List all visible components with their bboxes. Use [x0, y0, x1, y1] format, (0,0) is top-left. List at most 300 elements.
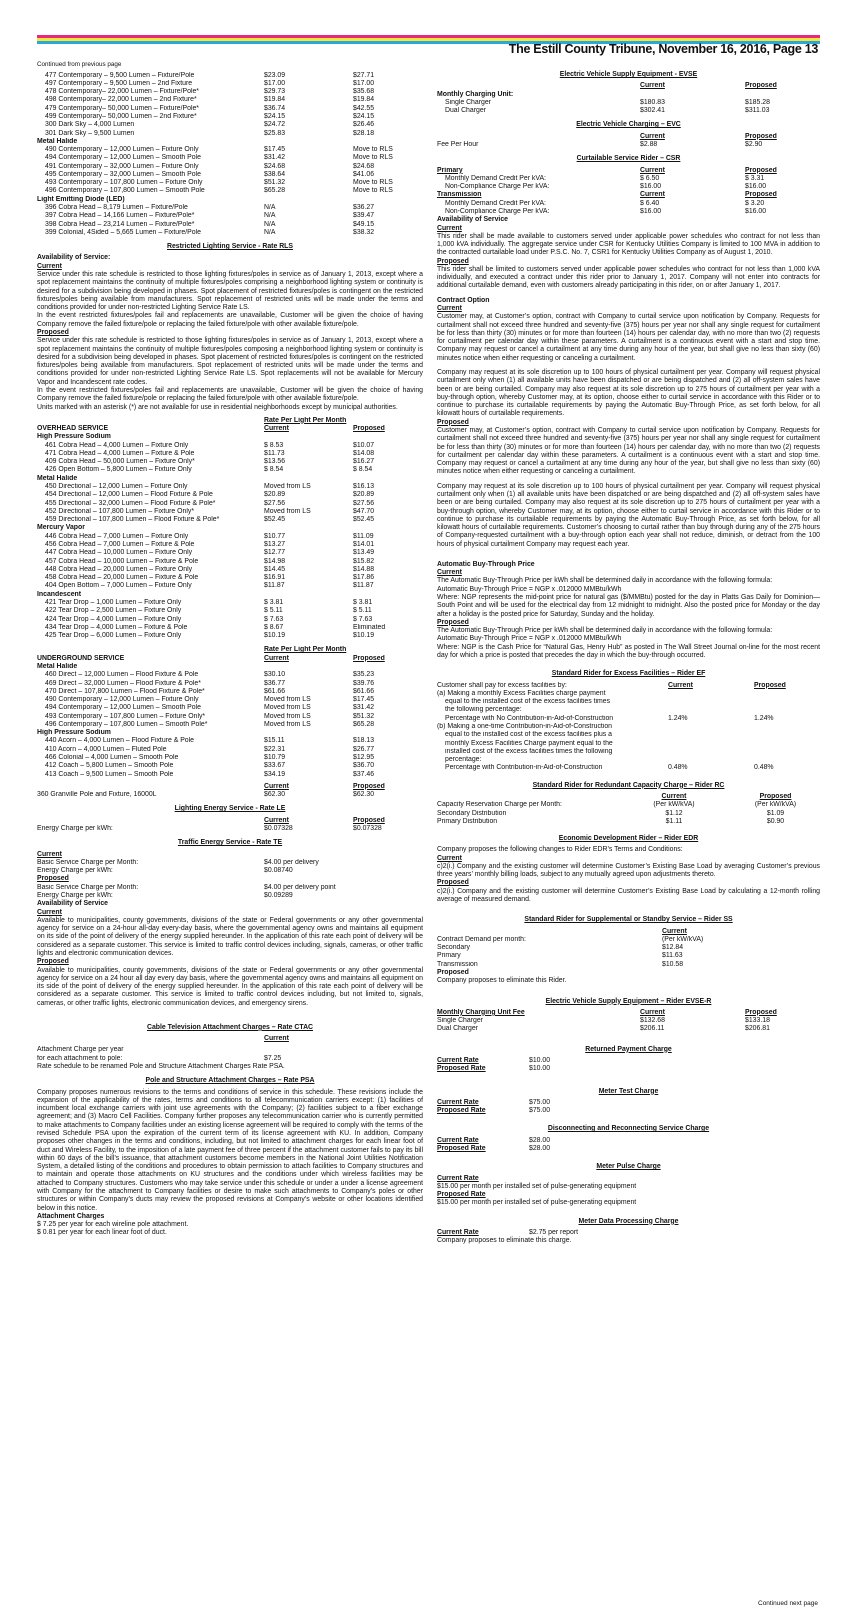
lighting-rates-table-top [37, 72, 423, 238]
table-cell-current: Moved from LS [264, 696, 311, 704]
ef-b5: percentage: [445, 756, 482, 764]
returned-proposed-value: $10.00 [529, 1065, 551, 1073]
table-cell-current: $23.09 [264, 71, 286, 79]
table-cell-proposed: $28.18 [353, 129, 375, 137]
rc-row-3 [437, 818, 820, 826]
table-row-label: 493 Contemporary – 107,800 Lumen – Fixture Only* [45, 712, 206, 720]
psa-attachment-1: $ 7.25 per year for each wireline pole attachment. [37, 1221, 189, 1229]
table-row-label: Basic Service Charge per Month: [37, 858, 139, 866]
abtp-current-text-1: The Automatic Buy-Through Price per kWh shall be determined daily in accordance with the following formula: [437, 577, 773, 585]
table-cell-current: N/A [264, 228, 276, 236]
table-row-label: Metal Halide [37, 137, 78, 145]
evser-fee-header: Monthly Charging Unit Fee [437, 1008, 525, 1016]
te-proposed-table [37, 884, 423, 901]
table-cell-current: $16.00 [640, 183, 662, 191]
table-cell-proposed: $14.08 [353, 449, 375, 457]
table-cell-current: $52.45 [264, 516, 286, 524]
evc-current: $2.88 [640, 140, 658, 148]
table-cell-proposed: $11.09 [353, 532, 374, 540]
table-row-label: 496 Contemporary – 107,800 Lumen – Smooth Pole [45, 187, 205, 195]
le-header [37, 817, 423, 825]
table-cell-current: $27.56 [264, 499, 286, 507]
meter-test-current-row [437, 1099, 820, 1107]
ss-proposed-text: Company proposes to eliminate this Rider. [437, 977, 567, 985]
abtp-proposed-text-1: The Automatic Buy-Through Price per kWh shall be determined daily in accordance with the following formula: [437, 627, 773, 635]
table-cell-current: $11.87 [264, 582, 285, 590]
table-cell-proposed: $36.27 [353, 204, 375, 212]
table-cell-current: Moved from LS [264, 507, 311, 515]
table-row-label: 490 Contemporary – 12,000 Lumen – Fixture Only [45, 696, 199, 704]
meter-test-proposed-row [437, 1107, 820, 1115]
csr-primary-label: Primary [437, 166, 463, 174]
abtp-proposed-text-2: Where: NGP is the Cash Price for “Natural Gas, Henry Hub” as posted in The Wall Street Journal on-line for the most recent day for which a price is posted that precedes the day in which the buy-through occurred. [437, 643, 820, 659]
evser-proposed-header: Proposed [745, 1008, 777, 1016]
overhead-proposed-header: Proposed [353, 425, 385, 433]
contract-current-text-2: Company may request at its sole discretion up to 100 hours of physical curtailment per year. Company will request physical curtailment only when (1) all available units have been dispatched or are being dispatched and (2) all off-system sales have been or are being curtailed. Company may also request at its sole discretion up to 275 hours of curtailment per year with a buy-through option, whereby Customer may, at its option, choose either to curtail service in accordance with this Rider or to continue to purchase its curtailable requirements by paying the Automatic Buy-Through Price, as set forth below, for all kilowatt hours of curtailable requirements. [437, 369, 820, 418]
table-cell-current: $22.31 [264, 745, 286, 753]
ef-header [437, 682, 820, 690]
meter-test-current-label: Current Rate [437, 1098, 479, 1106]
edr-proposed-text: c)2(i.) Company and the existing customer will determine Customer’s Existing Base Load by calculating a 12-month rolling average of measured demand. [437, 887, 820, 904]
table-row-label: 477 Contemporary – 9,500 Lumen – Fixture/Pole [45, 71, 195, 79]
te-current-text: Available to municipalities, county governments, divisions of the state or Federal governments or any other governmental agency for service on a 24-hour all-day every-day basis, where the governmental agency owns and maintains all equipment on its side of the point of delivery of the energy supplied hereunder. In the application of this rate each point of delivery will be considered as a separate customer. This service is limited to traffic control devices including, signals, cameras, or other traffic lights and electronic communication devices. [37, 916, 423, 957]
table-cell-proposed [353, 475, 427, 483]
table-cell-current: $19.84 [264, 96, 286, 104]
te-proposed-label: Proposed [37, 875, 69, 883]
table-cell-proposed: $38.32 [353, 228, 375, 236]
table-cell-current: $13.27 [264, 541, 286, 549]
table-cell-current: $ 5.11 [264, 607, 283, 615]
contract-proposed-text-1: Customer may, at Customer’s option, contract with Company to curtail service upon notification by Company. Requests for curtailment shall not exceed three hundred and seventy-five (375) hours per year nor shall any single request for curtailment be for less than thirty (30) minutes or for more than fourteen (14) hours per calendar day, with no more than two (2) requests for curtailment per calendar day within these parameters. A curtailment is a continuous event with a start and stop time. Company may request or cancel a curtailment at any time during any hour of the year, but shall give no less than sixty (60) minutes notice when either requesting or canceling a curtailment. [437, 426, 820, 476]
rc-row2-desc: Secondary Distribution [437, 809, 507, 817]
rls-title: Restricted Lighting Service - Rate RLS [167, 243, 293, 251]
le-current: $0.07328 [264, 825, 293, 833]
table-row-label: Primary [437, 952, 461, 960]
table-row-label: Non-Compliance Charge Per kVA: [445, 207, 550, 215]
table-cell-proposed: $13.49 [353, 549, 375, 557]
table-row-label: Monthly Demand Credit Per kVA: [445, 199, 546, 207]
table-row-label: 456 Cobra Head – 7,000 Lumen – Fixture & Pole [45, 541, 195, 549]
overhead-rate-header: Rate Per Light Per Month [264, 416, 347, 424]
table-cell-proposed: $26.46 [353, 121, 375, 129]
table-cell-proposed: $16.27 [353, 458, 375, 466]
csr-current-label: Current [437, 224, 462, 232]
continued-next: Continued next page [758, 1600, 818, 1607]
rc-row3-proposed: $0.90 [766, 817, 785, 825]
table-cell-current: $17.00 [264, 79, 286, 87]
evc-current-header: Current [640, 132, 665, 140]
table-cell-current: $65.28 [264, 187, 286, 195]
ctac-line1: Attachment Charge per year [37, 1046, 124, 1054]
table-row-label: 434 Tear Drop – 4,000 Lumen – Fixture & Pole [45, 623, 188, 631]
table-cell-value: $10.58 [662, 960, 684, 968]
table-cell-proposed: $ 7.63 [353, 615, 373, 623]
granville-header [37, 783, 423, 791]
table-cell-current [264, 196, 351, 204]
pulse-proposed-label: Proposed Rate [437, 1191, 486, 1199]
table-cell-proposed: $26.77 [353, 745, 375, 753]
table-cell-value: (Per kW/kVA) [662, 935, 704, 943]
csr-current-header-2: Current [640, 191, 665, 199]
table-row-label: 425 Tear Drop – 6,000 Lumen – Fixture Only [45, 632, 182, 640]
evc-title: Electric Vehicle Charging – EVC [576, 121, 681, 129]
table-cell-proposed: $19.84 [353, 96, 375, 104]
granville-current-header: Current [264, 782, 289, 790]
underground-header [37, 646, 423, 654]
table-row-label: 448 Cobra Head – 20,000 Lumen – Fixture Only [45, 565, 193, 573]
ef-b4: installed cost of the excess facilities times the following [445, 747, 613, 755]
continued-from: Continued from previous page [37, 61, 122, 68]
table-row-label: Contract Demand per month: [437, 935, 526, 943]
rc-title: Standard Rider for Redundant Capacity Charge – Rider RC [532, 781, 725, 789]
table-row-label: 469 Direct – 32,000 Lumen – Flood Fixture & Pole* [45, 679, 201, 687]
le-desc: Energy Charge per kWh: [37, 825, 113, 833]
granville-row [37, 791, 423, 799]
table-row-label: Mercury Vapor [37, 524, 85, 532]
table-cell-current: N/A [264, 220, 276, 228]
ef-title: Standard Rider for Excess Facilities – Rider EF [551, 670, 706, 678]
table-cell-proposed: $10.19 [353, 632, 375, 640]
evc-proposed-header: Proposed [745, 132, 777, 140]
csr-proposed-text: This rider shall be limited to customers served under applicable power schedules who contract for not less than 1,000 kVA individually, and executed a contract under this rider prior to January 1, 2017. Company will not enter into contracts for additional curtailable demand, even with customers already participating in this rider, on or after January 1, 2017. [437, 265, 820, 290]
csr-transmission-table [437, 200, 820, 217]
table-cell-current: $302.41 [640, 107, 665, 115]
csr-current-text: This rider shall be made available to customers served under applicable power schedules who contract for not less than 1,000 kVA individually. The aggregate service under CSR for Kentucky Utilities Company is limited to 100 MVA in addition to the contracted curtailable load under P.S.C. No. 7, CSR1 for Kentucky Utilities Company as of August 1, 2010. [437, 232, 820, 257]
table-cell-current: $16.91 [264, 574, 286, 582]
rls-proposed-label: Proposed [37, 328, 69, 336]
table-cell-current: $ 8.53 [264, 441, 284, 449]
evc-header [437, 133, 820, 141]
right-column [437, 61, 820, 1245]
table-cell-current: $33.67 [264, 762, 286, 770]
table-cell-current: $12.77 [264, 549, 286, 557]
csr-proposed-header-2: Proposed [745, 191, 777, 199]
table-row-label: 498 Contemporary– 22,000 Lumen – 2nd Fixture* [45, 96, 197, 104]
table-cell-proposed: $41.06 [353, 170, 375, 178]
table-cell-current [264, 729, 351, 737]
table-row-label: 396 Cobra Head – 8,179 Lumen – Fixture/Pole [45, 204, 188, 212]
abtp-current-label: Current [437, 569, 462, 577]
ef-a1: (a) Making a monthly Excess Facilities charge payment [437, 689, 606, 697]
te-current-table [37, 859, 423, 876]
table-cell-current: Moved from LS [264, 712, 311, 720]
table-cell-proposed: Move to RLS [353, 187, 393, 195]
te-proposed-label-2: Proposed [37, 958, 69, 966]
table-row-label: Metal Halide [37, 662, 78, 670]
rls-current-text-2: In the event restricted fixtures/poles fail and replacements are unavailable, Customer will be given the choice of having Company remove the failed fixture/pole or replacing the failed fixture/pole with other available fixture/pole. [37, 312, 423, 328]
le-proposed-header: Proposed [353, 816, 385, 824]
csr-transmission-header [437, 191, 820, 199]
ss-proposed-label: Proposed [437, 969, 469, 976]
table-cell-current: $36.77 [264, 679, 286, 687]
table-row-label: 397 Cobra Head – 14,166 Lumen – Fixture/Pole* [45, 212, 195, 220]
ss-table [437, 936, 820, 969]
meter-test-title: Meter Test Charge [598, 1087, 659, 1095]
table-cell-current [264, 138, 351, 146]
granville-proposed: $62.30 [353, 791, 375, 799]
table-cell-current: $ 3.81 [264, 598, 284, 606]
table-cell-proposed: $65.28 [353, 720, 375, 728]
returned-current-row [437, 1057, 820, 1065]
evser-table [437, 1017, 820, 1034]
table-cell-current: $61.66 [264, 687, 286, 695]
table-row-label: 404 Open Bottom – 7,000 Lumen – Fixture Only [45, 582, 192, 590]
rc-row3-current: $1.11 [665, 817, 683, 825]
table-cell-proposed: $39.47 [353, 212, 375, 220]
ef-b-current: 0.48% [668, 764, 688, 772]
table-cell-proposed: $16.13 [353, 483, 375, 491]
table-cell-current [264, 591, 351, 599]
rls-proposed-text-2: In the event restricted fixtures/poles fail and replacements are unavailable, Customer will be given the choice of having Company remove the failed fixture/pole or replacing the failed fixture/pole with other available fixture/pole. [37, 386, 423, 403]
table-cell-proposed: $31.42 [353, 704, 375, 712]
table-cell-proposed: Move to RLS [353, 154, 393, 162]
te-proposed-text: Available to municipalities, county governments, divisions of the state or Federal governments or any other governmental agency for service on a 24 hour all day every day basis, where the governmental agency owns and maintains all equipment on its side of the point of delivery of the energy supplied hereunder. In the application of this rate each point of delivery will be considered as a separate customer. This service is limited to traffic control devices including, but not limited to, signals, cameras, or other traffic lights, electronic communication devices, and emergency sirens. [37, 966, 423, 1007]
edr-title: Economic Development Rider – Rider EDR [558, 835, 699, 843]
ef-a-proposed: 1.24% [754, 714, 774, 722]
overhead-header [37, 417, 423, 425]
table-cell-proposed [353, 138, 427, 146]
returned-proposed-label: Proposed Rate [437, 1065, 486, 1073]
underground-proposed-header: Proposed [353, 654, 385, 662]
disconnect-proposed-row [437, 1145, 820, 1153]
rc-current-header: Current [661, 792, 687, 800]
ef-a-current: 1.24% [668, 714, 688, 722]
csr-transmission-label: Transmission [437, 191, 482, 199]
table-cell-current: $25.83 [264, 129, 286, 137]
table-row-label: 412 Coach – 5,800 Lumen – Smooth Pole [45, 762, 174, 770]
table-row-label: 466 Colonial – 4,000 Lumen – Smooth Pole [45, 754, 179, 762]
table-row-label: 495 Contemporary – 32,000 Lumen – Smooth Pole [45, 170, 201, 178]
table-cell-proposed: $ 3.81 [353, 598, 373, 606]
rls-asterisk-note: Units marked with an asterisk (*) are not available for use in residential neighborhoods except by municipal authorities. [37, 403, 398, 411]
table-cell-proposed: $ 3.20 [745, 199, 765, 207]
returned-title: Returned Payment Charge [585, 1045, 672, 1053]
table-row-label: Secondary [437, 944, 470, 952]
table-cell-proposed: Eliminated [353, 623, 386, 631]
abtp-current-text-2: Where: NGP represents the mid-point price for natural gas ($/MMBtu) posted for the day in Platts Gas Daily for Dominion—South Point and will be used for the electrical day from 12 midnight to midnight. Also the posted price for Monday or the day after a holiday is the posted price for Saturday, Sunday and the holiday. [437, 594, 820, 618]
table-cell-current: $13.56 [264, 458, 286, 466]
overhead-service-label: OVERHEAD SERVICE [37, 425, 109, 433]
table-row-label: 455 Directional – 32,000 Lumen – Flood Fixture & Pole* [45, 499, 216, 507]
overhead-current-header: Current [264, 425, 289, 433]
ss-header [437, 928, 820, 936]
table-row-label: 426 Open Bottom – 5,800 Lumen – Fixture Only [45, 466, 192, 474]
table-cell-current: $15.11 [264, 737, 285, 745]
contract-proposed-label: Proposed [437, 418, 469, 426]
returned-current-label: Current Rate [437, 1056, 479, 1064]
evser-title: Electric Vehicle Supply Equipment – Rider EVSE-R [545, 997, 712, 1005]
returned-proposed-row [437, 1065, 820, 1073]
table-cell-current: $20.89 [264, 491, 286, 499]
le-title: Lighting Energy Service - Rate LE [174, 805, 286, 813]
table-row-label: High Pressure Sodium [37, 433, 111, 441]
mdp-current-value: $2.75 per report [529, 1228, 579, 1236]
table-cell-proposed: $27.71 [353, 71, 375, 79]
evc-proposed: $2.90 [745, 140, 763, 148]
table-cell-current: $11.73 [264, 449, 285, 457]
table-row-label: 399 Colonial, 4Sided – 5,665 Lumen – Fixture/Pole [45, 228, 201, 236]
rc-row1-proposed: (Per kW/kVA) [754, 801, 797, 809]
ef-proposed-header: Proposed [754, 681, 786, 689]
table-cell-proposed [353, 591, 427, 599]
ef-b-proposed: 0.48% [754, 764, 774, 772]
csr-proposed-label: Proposed [437, 257, 469, 265]
table-cell-proposed: $18.13 [353, 737, 375, 745]
ef-a2: equal to the installed cost of the excess facilities times [445, 698, 611, 706]
table-row-label: 300 Dark Sky – 4,000 Lumen [45, 121, 135, 129]
table-cell-current: $ 8.54 [264, 466, 284, 474]
table-cell-current: $29.73 [264, 88, 286, 96]
table-row-label: 458 Cobra Head – 20,000 Lumen – Fixture & Pole [45, 574, 199, 582]
csr-availability: Availability of Service [437, 216, 508, 224]
table-cell-proposed: $11.87 [353, 582, 374, 590]
mdp-proposed-text: Company proposes to eliminate this charge. [437, 1237, 572, 1245]
table-row-label: Dual Charger [445, 107, 486, 115]
disconnect-title: Disconnecting and Reconnecting Service Charge [547, 1125, 710, 1133]
underground-rates-table [37, 663, 423, 779]
csr-title: Curtailable Service Rider – CSR [576, 155, 681, 163]
contract-option-header: Contract Option [437, 296, 490, 304]
table-row-label: Dual Charger [437, 1025, 478, 1033]
table-row-label: 440 Acorn – 4,000 Lumen – Flood Fixture & Pole [45, 737, 195, 745]
table-cell-current: $24.72 [264, 121, 286, 129]
rc-header [437, 793, 820, 801]
rls-current-text: Service under this rate schedule is restricted to those lighting fixtures/poles in service as of January 1, 2013, except where a spot replacement maintains the continuity of multiple fixtures/poles comprising a neighborhood lighting system or continuity is desired for a subdivision being developed in phases. Spot placement of restricted fixtures/poles is contingent on the restricted fixtures/poles being available from manufacturers. Spot replacement of restricted units will be made under the terms and conditions provided for under non-restricted Lighting Service Rate LS. [37, 271, 423, 312]
table-row-label: 421 Tear Drop – 1,000 Lumen – Fixture Only [45, 598, 182, 606]
granville-desc: 360 Granville Pole and Fixture, 16000L [37, 791, 157, 799]
table-row-label: Basic Service Charge per Month: [37, 883, 139, 891]
table-cell-proposed: $ 5.11 [353, 607, 372, 615]
table-cell-current [264, 524, 351, 532]
ctac-note: Rate schedule to be renamed Pole and Structure Attachment Charges Rate PSA. [37, 1063, 285, 1071]
table-cell-proposed: $206.81 [745, 1025, 770, 1033]
table-cell-proposed: $42.55 [353, 104, 375, 112]
table-row-label: 459 Directional – 107,800 Lumen – Flood Fixture & Pole* [45, 516, 220, 524]
table-cell-proposed: $133.18 [745, 1017, 770, 1025]
abtp-current-formula: Automatic Buy-Through Price = NGP x .012000 MMBtu/kWh [437, 585, 622, 593]
table-cell-proposed: $17.00 [353, 79, 375, 87]
left-column [37, 61, 423, 1238]
table-cell-value: $11.63 [662, 952, 683, 960]
table-row-label: 409 Cobra Head – 50,000 Lumen – Fixture Only* [45, 458, 195, 466]
abtp-title: Automatic Buy-Through Price [437, 560, 535, 568]
table-cell-proposed: $37.46 [353, 770, 375, 778]
ctac-value: $7.25 [264, 1054, 282, 1062]
disconnect-current-row [437, 1137, 820, 1145]
table-cell-current: $51.32 [264, 179, 286, 187]
evse-proposed-header: Proposed [745, 82, 777, 90]
ss-current-header: Current [662, 927, 687, 935]
psa-text: Company proposes numerous revisions to the terms and conditions of service in this schedule. These revisions include the expansion of the applicability of the rates, terms and conditions to all telecommunication carriers except: (1) facilities of incumbent local exchange carriers with joint use agreements with the Company; (2) facilities subject to a fiber exchange agreement; and (3) Macro Cell Facilities. Company further proposes any telecommunication carrier who is currently permitted to make attachments to Company facilities under an existing license agreement will be required to comply with the terms of the revised Schedule PSA upon the expiration of the current term of its license agreement with KU. In addition, Company proposes other changes in the terms and conditions, including, but not limited to attachment charges for each linear foot of duct and Wireless Facility, to the imposition of a late payment fee of three percent if the attachment customer fails to pay its bill within 60 days of the bill’s issuance, that attachment customers become members in the National Joint Utilities Notification System, a detailed listing of the conditions and procedures to obtain permission to attach facilities to Company structures and to maintain and operate those attachments on KU structures and the conditions under which wireless facilities may be attached to Company structures. Customers who may take service under this schedule or under a under a license agreement with Company for the attachment to Company facilities or desire to make such attachments to Company’s poles or other structures or within Company’s ducts may review the proposed revisions at Company’s website or other locations identified below in this notice. [37, 1088, 423, 1212]
psa-title: Pole and Structure Attachment Charges – Rate PSA [145, 1077, 315, 1085]
rc-row-1 [437, 801, 820, 809]
table-row-label: Single Charger [445, 98, 491, 106]
table-cell-proposed: $14.01 [353, 541, 375, 549]
table-cell-current: $206.11 [640, 1025, 665, 1033]
le-proposed: $0.07328 [353, 825, 382, 833]
psa-attachment-header: Attachment Charges [37, 1212, 105, 1220]
table-cell-current: $10.19 [264, 632, 286, 640]
table-cell-current: $30.10 [264, 671, 286, 679]
table-row-label: High Pressure Sodium [37, 729, 111, 737]
ef-b6: Percentage with Contribution-in-Aid-of-Construction [445, 764, 603, 772]
table-cell-proposed: $47.70 [353, 507, 375, 515]
granville-proposed-header: Proposed [353, 782, 385, 790]
evser-current-header: Current [640, 1008, 665, 1016]
table-row-label: 413 Coach – 9,500 Lumen – Smooth Pole [45, 770, 174, 778]
table-row-label: 422 Tear Drop – 2,500 Lumen – Fixture Only [45, 607, 182, 615]
table-cell-proposed: $20.89 [353, 491, 375, 499]
evc-desc: Fee Per Hour [437, 140, 479, 148]
table-cell-proposed: $39.76 [353, 679, 375, 687]
csr-proposed-header: Proposed [745, 166, 777, 174]
table-row-label: 499 Contemporary– 50,000 Lumen – 2nd Fixture* [45, 112, 197, 120]
table-row-label: 447 Cobra Head – 10,000 Lumen – Fixture Only [45, 549, 193, 557]
ef-option-a [437, 690, 820, 723]
rc-proposed-header: Proposed [759, 792, 792, 800]
mdp-current-row [437, 1229, 820, 1237]
table-cell-current: $38.64 [264, 170, 286, 178]
table-row-label: 490 Contemporary – 12,000 Lumen – Fixture Only [45, 146, 199, 154]
table-cell-proposed: $36.70 [353, 762, 375, 770]
evse-header [437, 82, 820, 90]
table-cell-current: $31.42 [264, 154, 286, 162]
table-cell-current: $24.68 [264, 162, 286, 170]
table-cell-current: Moved from LS [264, 720, 311, 728]
table-cell-proposed [353, 663, 427, 671]
table-cell-current: Moved from LS [264, 704, 311, 712]
table-row-label: 446 Cobra Head – 7,000 Lumen – Fixture Only [45, 532, 189, 540]
table-cell-proposed [353, 433, 427, 441]
table-cell-proposed [353, 524, 427, 532]
table-cell-current: $24.15 [264, 112, 286, 120]
le-row [37, 825, 423, 833]
pulse-current-label: Current Rate [437, 1174, 479, 1182]
table-cell-value: $4.00 per delivery point [264, 883, 336, 891]
table-row-label: 460 Direct – 12,000 Lumen – Flood Fixture & Pole [45, 671, 199, 679]
table-row-label: 461 Cobra Head – 4,000 Lumen – Fixture Only [45, 441, 189, 449]
table-row-label: Incandescent [37, 590, 82, 598]
te-title: Traffic Energy Service - Rate TE [177, 839, 283, 847]
disconnect-current-label: Current Rate [437, 1136, 479, 1144]
table-row-label: 496 Contemporary – 107,800 Lumen – Smooth Pole* [45, 720, 208, 728]
table-cell-current: $36.74 [264, 104, 286, 112]
returned-current-value: $10.00 [529, 1056, 551, 1064]
table-cell-proposed: Move to RLS [353, 179, 393, 187]
contract-proposed-text-2: Company may request at its sole discretion up to 100 hours of physical curtailment per year. Company will request physical curtailment only when (1) all available units have been dispatched or are being dispatched and (2) all off-system sales have been or are being curtailed. Company may also request at its sole discretion up to 275 hours of curtailment per year with a buy-through option, whereby Customer may, at its option, choose either to curtail service in accordance with this Rider or to continue to purchase its curtailable requirements by paying the Automatic Buy-Through Price, as set forth below, for all kilowatt hours of curtailable requirements. Customer’s choosing to curtail rather than buy through during any of the 275 hours of Company-requested curtailment with a buy-through option each year shall not reduce, diminish, or detract from the 100 hours of physical curtailment Company may request each year. [437, 482, 820, 548]
ctac-header [37, 1035, 423, 1043]
disconnect-current-value: $28.00 [529, 1136, 551, 1144]
table-cell-proposed: $35.23 [353, 671, 375, 679]
table-row-label: 494 Contemporary – 12,000 Lumen – Smooth Pole [45, 704, 201, 712]
edr-current-label: Current [437, 854, 462, 862]
ef-a3: the following percentage: [445, 706, 522, 714]
table-cell-proposed: $24.68 [353, 162, 375, 170]
table-cell-proposed [353, 196, 427, 204]
edr-proposed-label: Proposed [437, 879, 469, 887]
table-cell-current: $14.98 [264, 557, 286, 565]
underground-service-label: UNDERGROUND SERVICE [37, 654, 125, 662]
te-current-label: Current [37, 850, 62, 858]
contract-current-text-1: Customer may, at Customer’s option, contract with Company to curtail service upon notification by Company. Requests for curtailment shall not exceed three hundred and seventy-five (375) hours per year nor shall any single request for curtailment be for less than thirty (30) minutes or for more than fourteen (14) hours per calendar day, with no more than two (2) requests for curtailment per calendar day within these parameters. A curtailment is a continuous event with a start and stop time. Company may request or cancel a curtailment at any time during any hour of the year, but shall give no less than sixty (60) minutes notice when either requesting or canceling a curtailment. [437, 313, 820, 362]
evse-table [437, 99, 820, 116]
te-availability: Availability of Service [37, 900, 108, 908]
table-row-label: 493 Contemporary – 107,800 Lumen – Fixture Only [45, 179, 203, 187]
table-row-label: 457 Cobra Head – 10,000 Lumen – Fixture & Pole [45, 557, 199, 565]
evc-row [437, 141, 820, 149]
table-cell-current: $ 7.63 [264, 615, 284, 623]
table-cell-current: $10.79 [264, 754, 286, 762]
